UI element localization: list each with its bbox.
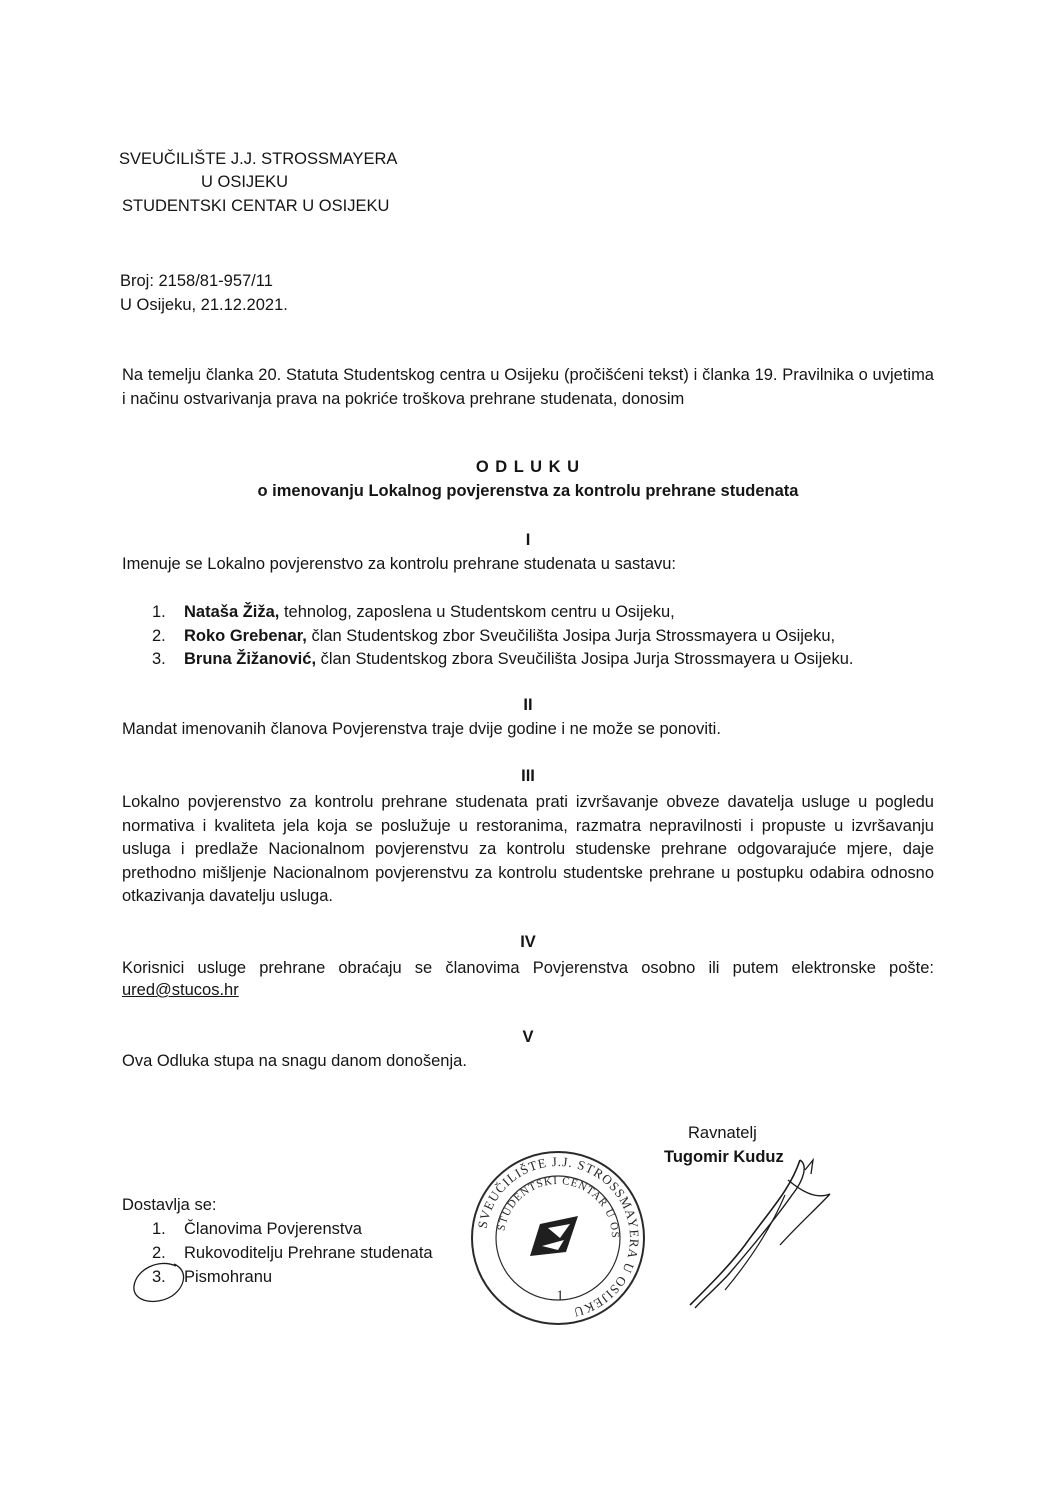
stamp-outer-text: SVEUČILIŠTE J.J. STROSSMAYERA U OSIJEKU [474,1153,643,1321]
section-numeral-3: III [521,767,535,785]
section-numeral-1: I [525,531,531,549]
place-date: U Osijeku, 21.12.2021. [120,296,288,314]
section-numeral-4: IV [520,933,536,951]
member-number: 2. [152,627,166,645]
member-role: član Studentskog zbora Sveučilišta Josipa Jurja Strossmayera u Osijeku. [316,650,854,668]
stamp-number: 1 [556,1288,564,1304]
member-number: 3. [152,650,166,668]
section-4-text: Korisnici usluge prehrane obraćaju se članovima Povjerenstva osobno ili putem elektronske pošte: [122,959,934,977]
handwritten-circle-mark [128,1258,198,1308]
member-name: Bruna Žižanović, [184,650,317,668]
member-role: član Studentskog zbor Sveučilišta Josipa Jurja Strossmayera u Osijeku, [306,627,836,645]
distribution-number: 2. [152,1244,166,1262]
member-name: Nataša Žiža, [184,603,280,621]
stamp-emblem-icon [530,1216,578,1256]
distribution-item [152,1220,362,1239]
distribution-heading: Dostavlja se: [122,1196,217,1214]
section-2-text: Mandat imenovanih članova Povjerenstva traje dvije godine i ne može se ponoviti. [122,720,721,738]
decision-subtitle: o imenovanju Lokalnog povjerenstva za kontrolu prehrane studenata [257,482,799,500]
distribution-text: Članovima Povjerenstva [184,1220,362,1238]
institution-unit: STUDENTSKI CENTAR U OSIJEKU [122,197,390,215]
decision-title: O D L U K U [475,458,581,476]
member-item [152,603,675,622]
section-numeral-5: V [522,1028,534,1046]
distribution-text: Pismohranu [184,1268,273,1286]
handwritten-signature [650,1150,850,1320]
official-stamp [463,1139,648,1328]
preamble: Na temelju članka 20. Statuta Studentskog centra u Osijeku (pročišćeni tekst) i članka 19. Pravilnika o uvjetima i načinu ostvarivanja prava na pokriće troškova prehrane studenata, donosim [122,366,934,408]
signatory-role: Ravnatelj [688,1124,757,1142]
section-5-text: Ova Odluka stupa na snagu danom donošenja. [122,1052,467,1070]
distribution-number: 1. [152,1220,166,1238]
distribution-number: 3. [152,1268,166,1286]
stamp-inner-text: STUDENTSKI CENTAR U OSIJEKU [463,1139,622,1240]
section-numeral-2: II [523,696,533,714]
email-link[interactable]: ured@stucos.hr [122,981,239,999]
section-3-text: Lokalno povjerenstvo za kontrolu prehrane studenata prati izvršavanje obveze davatelja usluge u pogledu normativa i kvaliteta jela koja se poslužuje u restoranima, razmatra nepravilnosti i propuste u izvršavanju usluga i predlaže Nacionalnom povjerenstvu za kontrolu studenske prehrane odgovarajuće mjere, daje prethodno mišljenje Nacionalnom povjerenstvu za kontrolu studentske prehrane u postupku odabira odnosno otkazivanja davatelju usluga. [122,793,934,905]
signatory-name: Tugomir Kuduz [664,1148,784,1166]
member-number: 1. [152,603,166,621]
distribution-text: Rukovoditelju Prehrane studenata [184,1244,433,1262]
section-1-text: Imenuje se Lokalno povjerenstvo za kontrolu prehrane studenata u sastavu: [122,555,677,573]
member-item [152,650,853,669]
institution-city: U OSIJEKU [201,173,289,191]
institution-name: SVEUČILIŠTE J.J. STROSSMAYERA [119,150,398,168]
member-item [152,627,835,646]
member-name: Roko Grebenar, [184,627,307,645]
member-role: tehnolog, zaposlena u Studentskom centru u Osijeku, [279,603,675,621]
reference-number: Broj: 2158/81-957/11 [120,272,273,290]
